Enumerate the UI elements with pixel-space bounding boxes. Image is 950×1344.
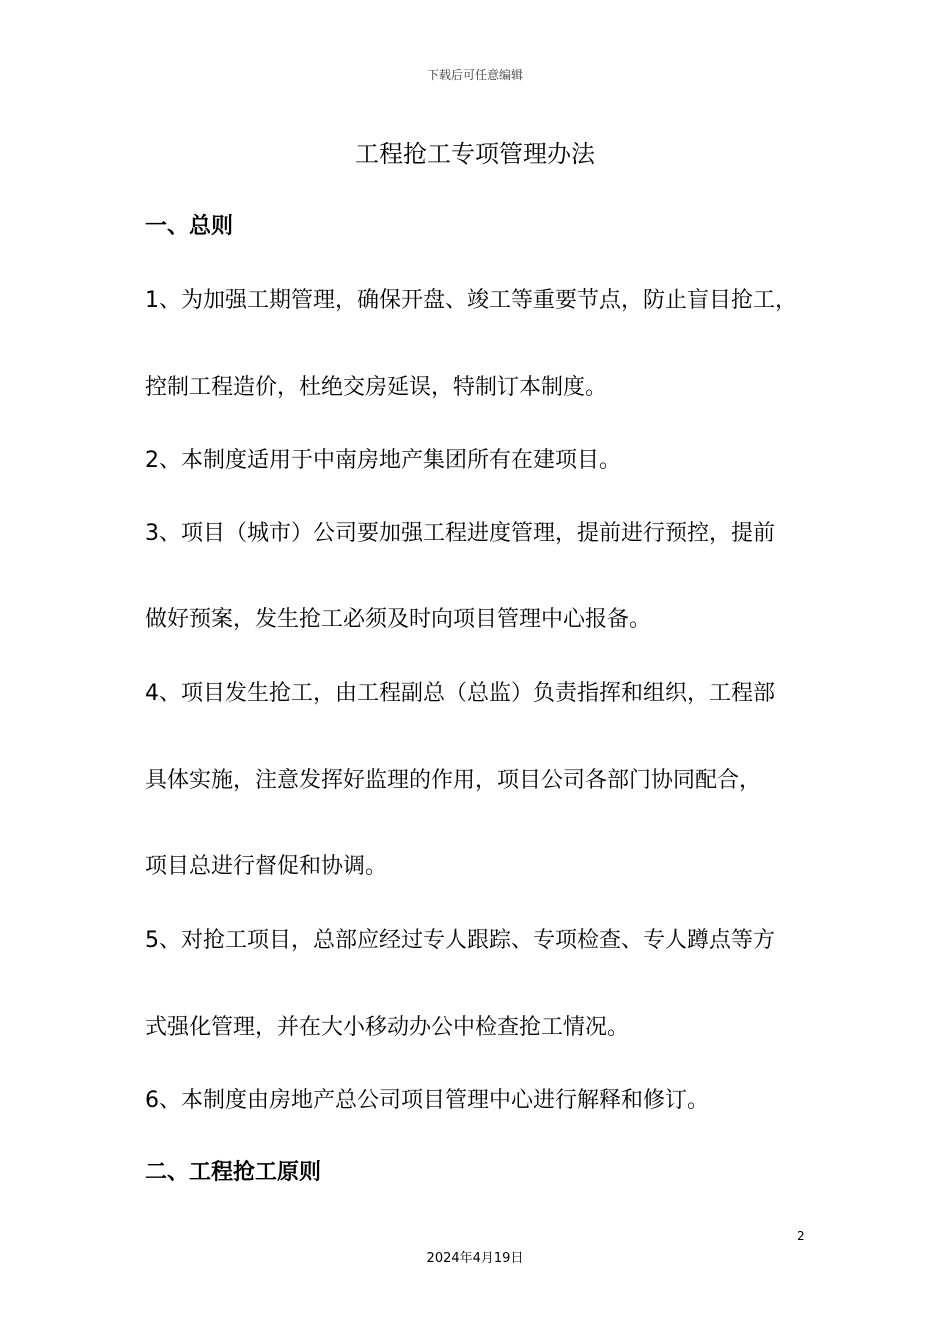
- paragraph-line: 4、项目发生抢工，由工程副总（总监）负责指挥和组织，工程部: [145, 681, 775, 706]
- paragraph-line: 控制工程造价，杜绝交房延误，特制订本制度。: [145, 375, 608, 400]
- paragraph-line: 项目总进行督促和协调。: [145, 854, 388, 879]
- paragraph-line: 做好预案，发生抢工必须及时向项目管理中心报备。: [145, 607, 652, 632]
- header-note: 下载后可任意编辑: [426, 68, 523, 82]
- page-number: 2: [797, 1229, 805, 1243]
- document-title: 工程抢工专项管理办法: [355, 140, 595, 168]
- paragraph-line: 2、本制度适用于中南房地产集团所有在建项目。: [145, 448, 621, 473]
- section-heading-general: 一、总则: [145, 214, 234, 239]
- paragraph-line: 3、项目（城市）公司要加强工程进度管理，提前进行预控，提前: [145, 521, 775, 546]
- paragraph-line: 6、本制度由房地产总公司项目管理中心进行解释和修订。: [145, 1088, 709, 1113]
- footer-date: 2024年4月19日: [426, 1251, 524, 1266]
- section-heading-principles: 二、工程抢工原则: [145, 1160, 322, 1185]
- paragraph-line: 5、对抢工项目，总部应经过专人跟踪、专项检查、专人蹲点等方: [145, 928, 775, 953]
- paragraph-line: 式强化管理，并在大小移动办公中检查抢工情况。: [145, 1015, 630, 1040]
- paragraph-line: 具体实施，注意发挥好监理的作用，项目公司各部门协同配合，: [145, 768, 762, 793]
- paragraph-line: 1、为加强工期管理，确保开盘、竣工等重要节点，防止盲目抢工，: [145, 288, 797, 313]
